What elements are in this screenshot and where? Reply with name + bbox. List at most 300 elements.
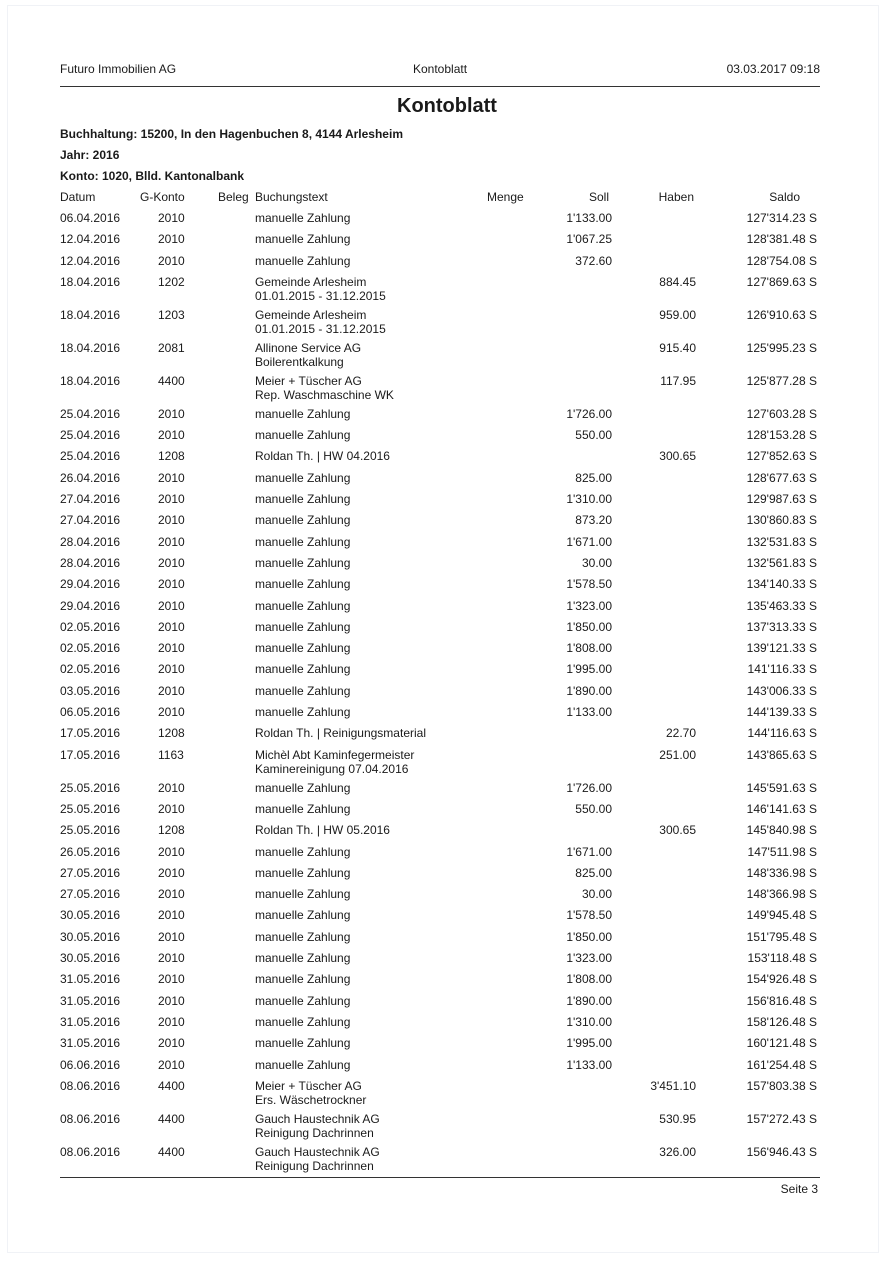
buchungstext-cell [255,211,350,225]
gkonto-cell: 1163 [158,747,184,762]
buchungstext-line: manuelle Zahlung [255,887,351,902]
date-cell: 27.05.2016 [60,865,121,880]
buchungstext-cell [255,866,350,880]
date-cell: 02.05.2016 [60,641,121,656]
saldo-cell: 134'140.33 S [746,577,817,592]
buchungstext-cell [255,802,350,816]
date-cell: 06.04.2016 [60,211,121,225]
table-row [0,705,894,726]
date-cell: 08.06.2016 [60,1144,121,1159]
buchungstext-cell [255,951,350,965]
buchungstext-line: Michèl Abt Kaminfegermeister [255,747,415,762]
company-name: Futuro Immobilien AG [60,62,177,76]
gkonto-cell: 2010 [158,887,185,902]
buchungstext-line: manuelle Zahlung [255,513,351,528]
col-menge: Menge [487,190,524,204]
buchungstext-line: manuelle Zahlung [255,972,351,987]
saldo-cell: 137'313.33 S [746,619,817,634]
date-cell: 30.05.2016 [60,908,121,923]
gkonto-cell: 2010 [158,908,185,923]
table-row [0,845,894,866]
saldo-cell: 151'795.48 S [746,929,817,944]
soll-cell: 1'671.00 [566,534,612,549]
gkonto-cell: 2010 [158,929,185,944]
buchungstext-line: manuelle Zahlung [255,929,351,944]
saldo-cell: 148'366.98 S [746,887,817,902]
table-row [0,641,894,662]
table-row [0,781,894,802]
buchungstext-cell [255,1079,366,1107]
table-row [0,577,894,598]
table-row [0,930,894,951]
table-row [0,1058,894,1079]
buchungstext-line: manuelle Zahlung [255,801,351,816]
buchungstext-cell [255,684,350,698]
gkonto-cell: 1203 [158,307,185,322]
soll-cell: 1'310.00 [566,492,612,507]
haben-cell: 530.95 [659,1111,696,1126]
gkonto-cell: 2010 [158,470,185,485]
date-cell: 25.04.2016 [60,449,121,464]
table-row [0,951,894,972]
gkonto-cell: 2010 [158,492,185,507]
haben-cell: 300.65 [659,823,696,838]
saldo-cell: 156'816.48 S [746,993,817,1008]
print-datetime: 03.03.2017 09:18 [726,62,820,76]
header-divider [60,86,820,87]
meta-konto: Konto: 1020, Blld. Kantonalbank [60,169,245,183]
saldo-cell: 132'531.83 S [746,534,817,549]
gkonto-cell: 4400 [158,1078,185,1093]
buchungstext-cell [255,1015,350,1029]
date-cell: 25.04.2016 [60,428,121,443]
buchungstext-line: manuelle Zahlung [255,641,351,656]
gkonto-cell: 2010 [158,598,185,613]
buchungstext-line: manuelle Zahlung [255,1014,351,1029]
table-row [0,1112,894,1145]
saldo-cell: 141'116.33 S [747,662,817,677]
buchungstext-cell [255,428,350,442]
gkonto-cell: 4400 [158,1144,185,1159]
gkonto-cell: 2010 [158,844,185,859]
buchungstext-line: manuelle Zahlung [255,406,351,421]
buchungstext-cell [255,1145,380,1173]
date-cell: 18.04.2016 [60,274,121,289]
gkonto-cell: 2010 [158,211,185,225]
buchungstext-cell [255,662,350,676]
soll-cell: 1'890.00 [566,683,612,698]
table-row [0,556,894,577]
date-cell: 02.05.2016 [60,662,121,677]
buchungstext-cell [255,705,350,719]
table-row [0,449,894,470]
saldo-cell: 125'995.23 S [746,340,817,355]
buchungstext-cell [255,908,350,922]
buchungstext-cell [255,513,350,527]
gkonto-cell: 2010 [158,951,185,966]
buchungstext-cell [255,620,350,634]
buchungstext-line: manuelle Zahlung [255,844,351,859]
saldo-cell: 139'121.33 S [746,641,817,656]
date-cell: 08.06.2016 [60,1111,121,1126]
date-cell: 27.05.2016 [60,887,121,902]
soll-cell: 873.20 [575,513,612,528]
table-row [0,428,894,449]
buchungstext-detail: Rep. Waschmaschine WK [255,387,394,402]
saldo-cell: 145'591.63 S [746,780,817,795]
col-buchungstext: Buchungstext [255,190,328,204]
saldo-cell: 147'511.98 S [747,844,817,859]
date-cell: 25.05.2016 [60,823,121,838]
date-cell: 31.05.2016 [60,993,121,1008]
date-cell: 29.04.2016 [60,598,121,613]
gkonto-cell: 2010 [158,428,185,443]
col-datum: Datum [60,190,96,204]
date-cell: 29.04.2016 [60,577,121,592]
gkonto-cell: 1208 [158,726,185,741]
buchungstext-line: manuelle Zahlung [255,534,351,549]
date-cell: 25.05.2016 [60,801,121,816]
soll-cell: 1'671.00 [566,844,612,859]
table-row [0,748,894,781]
saldo-cell: 128'754.08 S [746,253,817,268]
saldo-cell: 125'877.28 S [746,373,817,388]
gkonto-cell: 2010 [158,555,185,570]
saldo-cell: 160'121.48 S [746,1036,817,1051]
soll-cell: 1'133.00 [566,211,612,225]
buchungstext-cell [255,599,350,613]
gkonto-cell: 1208 [158,823,185,838]
gkonto-cell: 2010 [158,801,185,816]
gkonto-cell: 2010 [158,641,185,656]
buchungstext-line: manuelle Zahlung [255,555,351,570]
col-soll: Soll [588,190,609,204]
gkonto-cell: 2010 [158,534,185,549]
haben-cell: 251.00 [659,747,696,762]
buchungstext-line: manuelle Zahlung [255,1036,351,1051]
gkonto-cell: 2010 [158,406,185,421]
gkonto-cell: 2010 [158,253,185,268]
soll-cell: 1'323.00 [566,598,612,613]
buchungstext-cell [255,308,386,336]
gkonto-cell: 2010 [158,972,185,987]
date-cell: 06.05.2016 [60,705,121,720]
buchungstext-cell [255,556,350,570]
haben-cell: 915.40 [659,340,696,355]
saldo-cell: 128'677.63 S [746,470,817,485]
table-row [0,887,894,908]
soll-cell: 1'578.50 [566,577,612,592]
buchungstext-detail: Kaminereinigung 07.04.2016 [255,761,409,776]
soll-cell: 550.00 [575,428,612,443]
col-haben: Haben [658,190,694,204]
buchungstext-cell [255,254,350,268]
table-row [0,513,894,534]
buchungstext-cell [255,275,386,303]
date-cell: 17.05.2016 [60,726,121,741]
buchungstext-cell [255,341,361,369]
soll-cell: 1'808.00 [566,972,612,987]
saldo-cell: 144'116.63 S [747,726,817,741]
saldo-cell: 144'139.33 S [746,705,817,720]
gkonto-cell: 2010 [158,662,185,677]
gkonto-cell: 1202 [158,274,185,289]
saldo-cell: 153'118.48 S [747,951,817,966]
soll-cell: 1'808.00 [566,641,612,656]
date-cell: 30.05.2016 [60,951,121,966]
buchungstext-line: manuelle Zahlung [255,232,351,247]
date-cell: 28.04.2016 [60,534,121,549]
col-beleg: Beleg [218,190,249,204]
table-row [0,1145,894,1178]
table-row [0,471,894,492]
buchungstext-cell [255,471,350,485]
gkonto-cell: 2010 [158,1036,185,1051]
gkonto-cell: 4400 [158,373,185,388]
gkonto-cell: 2010 [158,577,185,592]
saldo-cell: 127'852.63 S [746,449,817,464]
saldo-cell: 157'272.43 S [746,1111,817,1126]
gkonto-cell: 4400 [158,1111,185,1126]
haben-cell: 959.00 [659,307,696,322]
date-cell: 27.04.2016 [60,513,121,528]
date-cell: 08.06.2016 [60,1078,121,1093]
soll-cell: 1'995.00 [566,1036,612,1051]
soll-cell: 1'578.50 [566,908,612,923]
col-gkonto: G-Konto [140,190,185,204]
haben-cell: 884.45 [659,274,696,289]
gkonto-cell: 2010 [158,1014,185,1029]
meta-jahr: Jahr: 2016 [60,148,120,162]
buchungstext-line: Roldan Th. | Reinigungsmaterial [255,726,426,741]
saldo-cell: 146'141.63 S [746,801,817,816]
gkonto-cell: 2081 [158,340,185,355]
saldo-cell: 156'946.43 S [746,1144,817,1159]
soll-cell: 1'995.00 [566,662,612,677]
buchungstext-line: manuelle Zahlung [255,211,351,225]
date-cell: 26.04.2016 [60,470,121,485]
saldo-cell: 149'945.48 S [746,908,817,923]
table-row [0,374,894,407]
page-title: Kontoblatt [397,95,497,117]
buchungstext-cell [255,641,350,655]
date-cell: 03.05.2016 [60,683,121,698]
gkonto-cell: 2010 [158,619,185,634]
buchungstext-line: manuelle Zahlung [255,705,351,720]
buchungstext-cell [255,374,394,402]
table-row [0,823,894,844]
table-row [0,684,894,705]
saldo-cell: 126'910.63 S [746,307,817,322]
buchungstext-line: Gemeinde Arlesheim [255,307,367,322]
buchungstext-line: manuelle Zahlung [255,253,351,268]
date-cell: 31.05.2016 [60,1014,121,1029]
buchungstext-cell [255,577,350,591]
table-row [0,599,894,620]
table-row [0,662,894,683]
buchungstext-detail: Ers. Wäschetrockner [255,1092,367,1107]
buchungstext-line: manuelle Zahlung [255,951,351,966]
buchungstext-cell [255,823,390,837]
buchungstext-line: manuelle Zahlung [255,1057,351,1072]
saldo-cell: 127'603.28 S [746,406,817,421]
gkonto-cell: 2010 [158,1057,185,1072]
table-row [0,802,894,823]
buchungstext-detail: Boilerentkalkung [255,354,344,369]
date-cell: 18.04.2016 [60,307,121,322]
saldo-cell: 130'860.83 S [746,513,817,528]
date-cell: 18.04.2016 [60,340,121,355]
buchungstext-cell [255,887,350,901]
date-cell: 27.04.2016 [60,492,121,507]
saldo-cell: 127'314.23 S [746,211,817,225]
saldo-cell: 145'840.98 S [746,823,817,838]
soll-cell: 30.00 [581,887,612,902]
buchungstext-line: manuelle Zahlung [255,683,351,698]
buchungstext-line: Gemeinde Arlesheim [255,274,367,289]
buchungstext-line: manuelle Zahlung [255,662,351,677]
ledger-table [0,211,894,1178]
saldo-cell: 161'254.48 S [746,1057,817,1072]
haben-cell: 300.65 [659,449,696,464]
haben-cell: 3'451.10 [650,1078,696,1093]
col-saldo: Saldo [769,190,800,204]
buchungstext-line: manuelle Zahlung [255,993,351,1008]
table-row [0,620,894,641]
buchungstext-cell [255,232,350,246]
saldo-cell: 128'153.28 S [746,428,817,443]
buchungstext-cell [255,535,350,549]
table-row [0,1036,894,1057]
gkonto-cell: 2010 [158,513,185,528]
soll-cell: 1'890.00 [566,993,612,1008]
page-header [60,62,820,78]
saldo-cell: 157'803.38 S [746,1078,817,1093]
soll-cell: 1'850.00 [566,929,612,944]
saldo-cell: 143'865.63 S [746,747,817,762]
saldo-cell: 128'381.48 S [746,232,817,247]
gkonto-cell: 2010 [158,993,185,1008]
buchungstext-line: manuelle Zahlung [255,780,351,795]
buchungstext-cell [255,781,350,795]
buchungstext-line: Meier + Tüscher AG [255,1078,362,1093]
saldo-cell: 154'926.48 S [746,972,817,987]
soll-cell: 1'310.00 [566,1014,612,1029]
soll-cell: 1'323.00 [566,951,612,966]
meta-buchhaltung: Buchhaltung: 15200, In den Hagenbuchen 8, 4144 Arlesheim [60,127,403,141]
gkonto-cell: 1208 [158,449,185,464]
buchungstext-cell [255,994,350,1008]
table-row [0,232,894,253]
buchungstext-cell [255,930,350,944]
buchungstext-line: manuelle Zahlung [255,908,351,923]
saldo-cell: 129'987.63 S [746,492,817,507]
soll-cell: 1'133.00 [566,1057,612,1072]
table-row [0,407,894,428]
buchungstext-line: Gauch Haustechnik AG [255,1144,380,1159]
saldo-cell: 135'463.33 S [746,598,817,613]
saldo-cell: 148'336.98 S [746,865,817,880]
date-cell: 02.05.2016 [60,619,121,634]
table-row [0,535,894,556]
buchungstext-cell [255,972,350,986]
buchungstext-cell [255,449,390,463]
buchungstext-cell [255,748,414,776]
buchungstext-line: Gauch Haustechnik AG [255,1111,380,1126]
table-row [0,308,894,341]
date-cell: 25.05.2016 [60,780,121,795]
buchungstext-cell [255,492,350,506]
buchungstext-cell [255,1058,350,1072]
date-cell: 18.04.2016 [60,373,121,388]
date-cell: 06.06.2016 [60,1057,121,1072]
buchungstext-line: manuelle Zahlung [255,577,351,592]
soll-cell: 30.00 [581,555,612,570]
table-row [0,275,894,308]
date-cell: 17.05.2016 [60,747,121,762]
page-number: Seite 3 [780,1182,818,1196]
footer-divider [60,1177,820,1178]
buchungstext-detail: Reinigung Dachrinnen [255,1125,374,1140]
buchungstext-line: manuelle Zahlung [255,492,351,507]
gkonto-cell: 2010 [158,683,185,698]
saldo-cell: 158'126.48 S [746,1014,817,1029]
haben-cell: 22.70 [665,726,696,741]
table-row [0,1079,894,1112]
buchungstext-line: manuelle Zahlung [255,470,351,485]
soll-cell: 825.00 [575,470,612,485]
saldo-cell: 127'869.63 S [746,274,817,289]
buchungstext-cell [255,407,350,421]
buchungstext-cell [255,845,350,859]
buchungstext-line: Roldan Th. | HW 05.2016 [255,823,390,838]
buchungstext-line: manuelle Zahlung [255,598,351,613]
buchungstext-line: manuelle Zahlung [255,619,351,634]
haben-cell: 117.95 [660,373,696,388]
soll-cell: 372.60 [575,253,612,268]
buchungstext-detail: Reinigung Dachrinnen [255,1158,374,1173]
table-row [0,866,894,887]
table-row [0,492,894,513]
table-row [0,211,894,232]
haben-cell: 326.00 [659,1144,696,1159]
date-cell: 26.05.2016 [60,844,121,859]
date-cell: 25.04.2016 [60,406,121,421]
buchungstext-line: Meier + Tüscher AG [255,373,362,388]
date-cell: 31.05.2016 [60,1036,121,1051]
buchungstext-line: Allinone Service AG [255,340,362,355]
soll-cell: 1'726.00 [566,780,612,795]
table-row [0,1015,894,1036]
table-row [0,254,894,275]
buchungstext-line: manuelle Zahlung [255,428,351,443]
gkonto-cell: 2010 [158,865,185,880]
table-row [0,994,894,1015]
soll-cell: 550.00 [575,801,612,816]
buchungstext-cell [255,726,426,740]
saldo-cell: 143'006.33 S [746,683,817,698]
buchungstext-cell [255,1112,380,1140]
header-doc-title: Kontoblatt [413,62,468,76]
buchungstext-cell [255,1036,350,1050]
table-row [0,908,894,929]
table-row [0,726,894,747]
date-cell: 30.05.2016 [60,929,121,944]
date-cell: 28.04.2016 [60,555,121,570]
soll-cell: 1'133.00 [566,705,612,720]
saldo-cell: 132'561.83 S [746,555,817,570]
gkonto-cell: 2010 [158,232,185,247]
